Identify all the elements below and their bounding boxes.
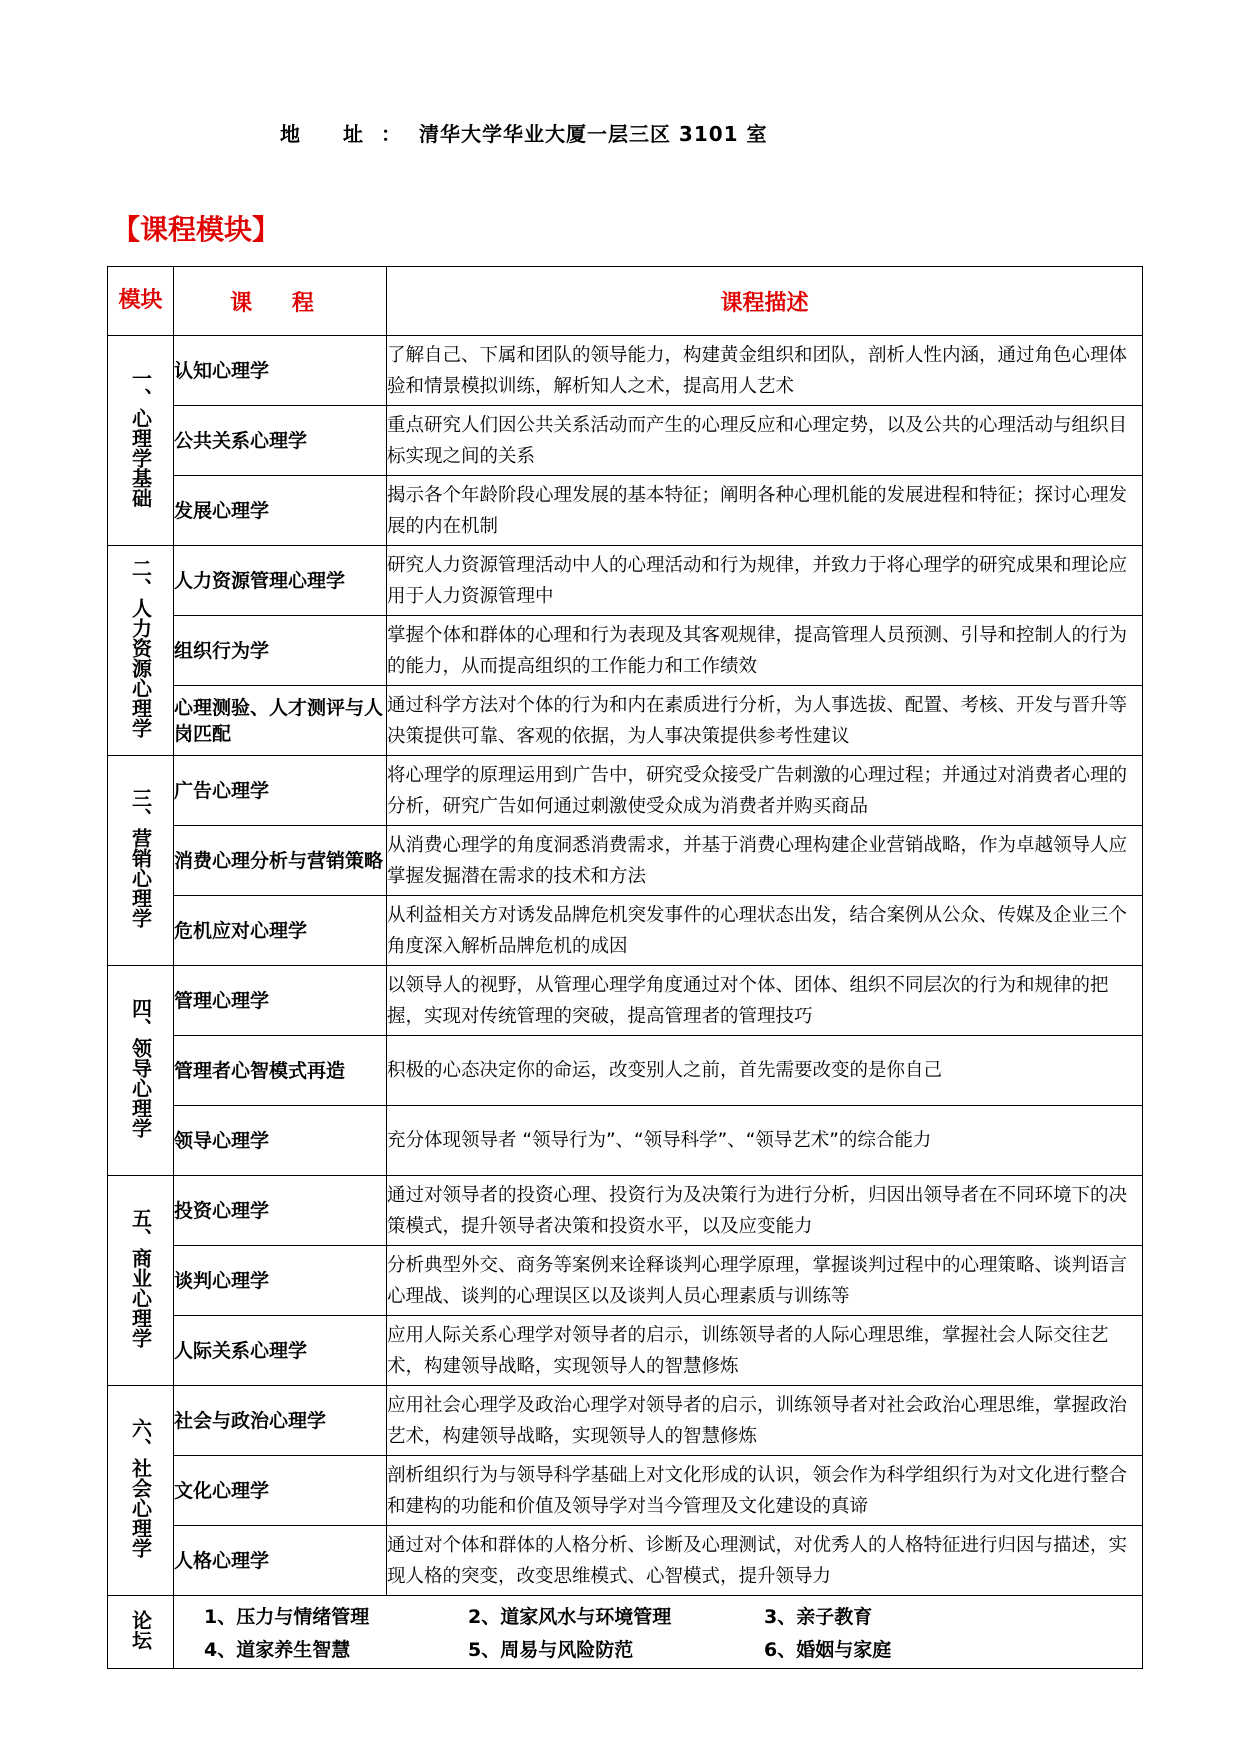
module-name: 五、商业心理学 <box>128 1208 153 1348</box>
course-description: 分析典型外交、商务等案例来诠释谈判心理学原理，掌握谈判过程中的心理策略、谈判语言心理战、谈判的心理误区以及谈判人员心理素质与训练等 <box>387 1246 1143 1316</box>
module-cell <box>108 1386 174 1596</box>
course-description: 研究人力资源管理活动中人的心理活动和行为规律，并致力于将心理学的研究成果和理论应用于人力资源管理中 <box>387 546 1143 616</box>
course-description: 积极的心态决定你的命运，改变别人之前，首先需要改变的是你自己 <box>387 1036 1143 1106</box>
course-description: 应用人际关系心理学对领导者的启示，训练领导者的人际心理思维，掌握社会人际交往艺术，构建领导战略，实现领导人的智慧修炼 <box>387 1316 1143 1386</box>
table-row <box>108 616 1143 686</box>
table-row <box>108 966 1143 1036</box>
course-description: 应用社会心理学及政治心理学对领导者的启示，训练领导者对社会政治心理思维，掌握政治艺术，构建领导战略，实现领导人的智慧修炼 <box>387 1386 1143 1456</box>
table-row <box>108 1106 1143 1176</box>
course-name: 文化心理学 <box>174 1456 387 1526</box>
header-course-label: 课 程 <box>230 290 330 316</box>
course-name: 心理测验、人才测评与人岗匹配 <box>174 686 387 756</box>
course-description: 充分体现领导者 “领导行为”、“领导科学”、“领导艺术”的综合能力 <box>387 1106 1143 1176</box>
course-name: 组织行为学 <box>174 616 387 686</box>
course-description: 从利益相关方对诱发品牌危机突发事件的心理状态出发，结合案例从公众、传媒及企业三个角度深入解析品牌危机的成因 <box>387 896 1143 966</box>
course-name: 公共关系心理学 <box>174 406 387 476</box>
course-name: 人力资源管理心理学 <box>174 546 387 616</box>
table-row <box>108 896 1143 966</box>
course-name: 领导心理学 <box>174 1106 387 1176</box>
course-description: 通过科学方法对个体的行为和内在素质进行分析，为人事选拔、配置、考核、开发与晋升等决策提供可靠、客观的依据，为人事决策提供参考性建议 <box>387 686 1143 756</box>
table-row <box>108 1456 1143 1526</box>
header-module: 模块 <box>108 267 174 336</box>
module-cell <box>108 1176 174 1386</box>
course-name: 消费心理分析与营销策略 <box>174 826 387 896</box>
table-row <box>108 1176 1143 1246</box>
table-row <box>108 336 1143 406</box>
forum-item: 5、周易与风险防范 <box>468 1639 634 1661</box>
course-description: 重点研究人们因公共关系活动而产生的心理反应和心理定势，以及公共的心理活动与组织目标实现之间的关系 <box>387 406 1143 476</box>
course-description: 剖析组织行为与领导科学基础上对文化形成的认识，领会作为科学组织行为对文化进行整合和建构的功能和价值及领导学对当今管理及文化建设的真谛 <box>387 1456 1143 1526</box>
course-name: 危机应对心理学 <box>174 896 387 966</box>
forum-item: 2、道家风水与环境管理 <box>468 1606 672 1628</box>
course-description: 通过对领导者的投资心理、投资行为及决策行为进行分析，归因出领导者在不同环境下的决策模式，提升领导者决策和投资水平，以及应变能力 <box>387 1176 1143 1246</box>
address-value: 清华大学华业大厦一层三区 3101 室 <box>418 122 768 146</box>
forum-item: 1、压力与情绪管理 <box>204 1606 370 1628</box>
course-module-table <box>107 266 1143 1669</box>
table-row <box>108 1036 1143 1106</box>
course-description: 以领导人的视野，从管理心理学角度通过对个体、团体、组织不同层次的行为和规律的把握，实现对传统管理的突破，提高管理者的管理技巧 <box>387 966 1143 1036</box>
forum-item: 6、婚姻与家庭 <box>764 1639 892 1661</box>
module-cell <box>108 546 174 756</box>
forum-items-cell <box>174 1596 1143 1669</box>
forum-item: 3、亲子教育 <box>764 1606 873 1628</box>
table-header-row <box>108 267 1143 336</box>
table-row <box>108 686 1143 756</box>
header-description: 课程描述 <box>387 267 1143 336</box>
forum-item: 4、道家养生智慧 <box>204 1639 351 1661</box>
module-name: 一、心理学基础 <box>128 368 153 508</box>
course-name: 谈判心理学 <box>174 1246 387 1316</box>
section-title: 【课程模块】 <box>112 213 281 246</box>
course-description: 揭示各个年龄阶段心理发展的基本特征；阐明各种心理机能的发展进程和特征；探讨心理发展的内在机制 <box>387 476 1143 546</box>
forum-label: 论坛 <box>128 1609 153 1650</box>
table-row <box>108 476 1143 546</box>
course-name: 社会与政治心理学 <box>174 1386 387 1456</box>
address-line <box>280 118 768 147</box>
module-cell <box>108 966 174 1176</box>
table-body <box>108 336 1143 1669</box>
course-description: 了解自己、下属和团队的领导能力，构建黄金组织和团队，剖析人性内涵，通过角色心理体验和情景模拟训练，解析知人之术，提高用人艺术 <box>387 336 1143 406</box>
course-name: 认知心理学 <box>174 336 387 406</box>
course-name: 发展心理学 <box>174 476 387 546</box>
table-row <box>108 406 1143 476</box>
table-row <box>108 1526 1143 1596</box>
table-row <box>108 1386 1143 1456</box>
course-description: 将心理学的原理运用到广告中，研究受众接受广告刺激的心理过程；并通过对消费者心理的分析，研究广告如何通过刺激使受众成为消费者并购买商品 <box>387 756 1143 826</box>
course-description: 掌握个体和群体的心理和行为表现及其客观规律，提高管理人员预测、引导和控制人的行为的能力，从而提高组织的工作能力和工作绩效 <box>387 616 1143 686</box>
course-description: 通过对个体和群体的人格分析、诊断及心理测试，对优秀人的人格特征进行归因与描述，实现人格的突变，改变思维模式、心智模式，提升领导力 <box>387 1526 1143 1596</box>
forum-items <box>174 1602 1142 1662</box>
header-course <box>174 267 387 336</box>
forum-row <box>108 1596 1143 1669</box>
module-name: 六、社会心理学 <box>128 1418 153 1558</box>
address-label: 地 址： <box>280 122 419 146</box>
course-description: 从消费心理学的角度洞悉消费需求，并基于消费心理构建企业营销战略，作为卓越领导人应掌握发掘潜在需求的技术和方法 <box>387 826 1143 896</box>
table-row <box>108 826 1143 896</box>
forum-label-cell <box>108 1596 174 1669</box>
module-name: 三、营销心理学 <box>128 788 153 928</box>
module-name: 四、领导心理学 <box>128 998 153 1138</box>
course-name: 人际关系心理学 <box>174 1316 387 1386</box>
module-cell <box>108 756 174 966</box>
course-name: 投资心理学 <box>174 1176 387 1246</box>
module-cell <box>108 336 174 546</box>
course-name: 管理心理学 <box>174 966 387 1036</box>
table-row <box>108 1316 1143 1386</box>
table-row <box>108 546 1143 616</box>
course-name: 广告心理学 <box>174 756 387 826</box>
course-name: 人格心理学 <box>174 1526 387 1596</box>
table-row <box>108 756 1143 826</box>
module-name: 二、人力资源心理学 <box>128 558 153 738</box>
course-name: 管理者心智模式再造 <box>174 1036 387 1106</box>
table-row <box>108 1246 1143 1316</box>
